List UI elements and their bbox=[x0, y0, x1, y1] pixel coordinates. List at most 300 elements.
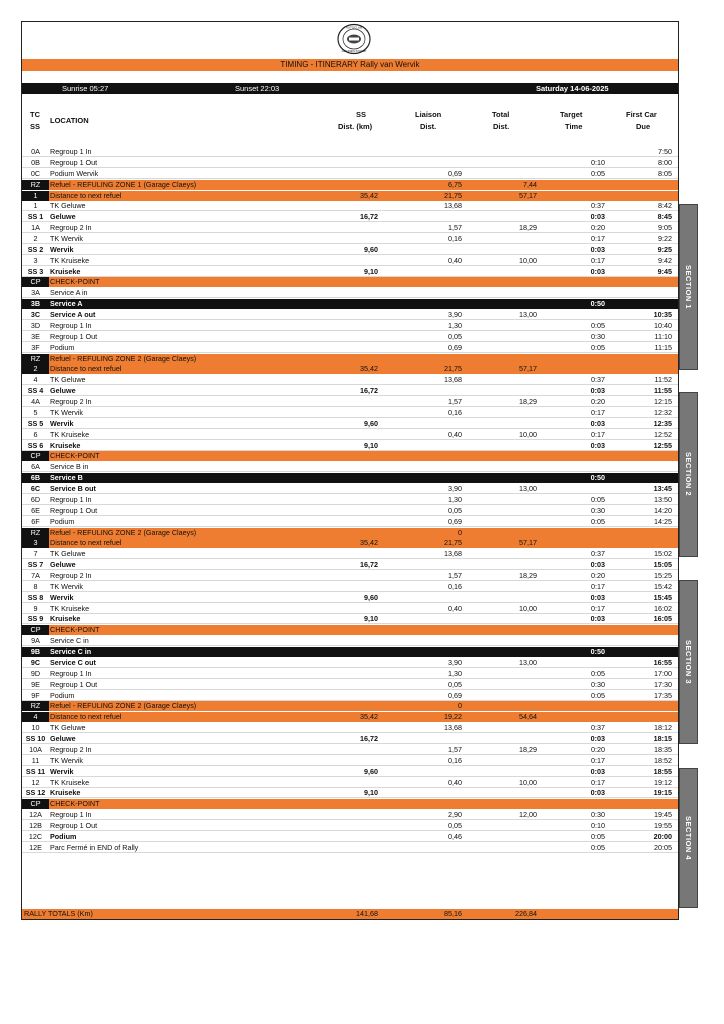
first-car-due-cell: 9:22 bbox=[658, 234, 672, 243]
total-dist-cell: 18,29 bbox=[519, 570, 537, 580]
tc-cell: SS 11 bbox=[25, 766, 46, 776]
ss-dist-cell: 9,60 bbox=[364, 766, 378, 776]
ss-dist-cell: 16,72 bbox=[360, 386, 378, 396]
liaison-cell: 13,68 bbox=[444, 375, 462, 385]
location-cell: Regroup 2 In bbox=[50, 570, 92, 580]
sunset-time: Sunset 22:03 bbox=[235, 84, 280, 93]
target-time-cell: 0:03 bbox=[590, 614, 605, 624]
ss-dist-cell: 9,10 bbox=[364, 440, 378, 450]
totals-ss: 141,68 bbox=[356, 909, 378, 918]
location-cell: Regroup 1 Out bbox=[50, 331, 98, 341]
refuel-row bbox=[22, 712, 678, 722]
location-cell: Regroup 1 Out bbox=[50, 679, 98, 689]
totals-label: RALLY TOTALS (Km) bbox=[24, 909, 93, 918]
table-row bbox=[22, 321, 678, 331]
liaison-cell: 0,05 bbox=[448, 679, 462, 689]
liaison-cell: 0,40 bbox=[448, 603, 462, 613]
location-cell: Geluwe bbox=[50, 212, 76, 222]
tc-cell: 9C bbox=[30, 657, 41, 667]
header-tc: TC bbox=[30, 110, 40, 119]
liaison-cell: 13,68 bbox=[444, 549, 462, 559]
tc-cell: 9 bbox=[33, 603, 38, 613]
tc-cell: 6B bbox=[30, 473, 41, 483]
total-dist-cell: 13,00 bbox=[519, 310, 537, 319]
table-row bbox=[22, 767, 678, 777]
table-row bbox=[22, 506, 678, 516]
location-cell: Wervik bbox=[50, 418, 74, 428]
section-3-tab: SECTION 3 bbox=[679, 580, 698, 744]
table-row bbox=[22, 234, 678, 244]
liaison-cell: 0,40 bbox=[448, 255, 462, 265]
first-car-due-cell: 14:25 bbox=[654, 516, 672, 526]
sunrise-time: Sunrise 05:27 bbox=[62, 84, 109, 93]
checkpoint-row bbox=[22, 799, 678, 809]
target-time-cell: 0:03 bbox=[590, 266, 605, 276]
target-time-cell: 0:03 bbox=[590, 766, 605, 776]
table-row bbox=[22, 484, 678, 494]
location-cell: Kruiseke bbox=[50, 266, 81, 276]
first-car-due-cell: 12:55 bbox=[653, 440, 672, 450]
tc-cell: 9F bbox=[31, 690, 40, 700]
header-liaison-1: Liaison bbox=[415, 110, 442, 119]
header-location: LOCATION bbox=[50, 116, 89, 125]
location-cell: TK Kruiseke bbox=[50, 777, 90, 787]
total-dist-cell: 10,00 bbox=[519, 603, 537, 613]
total-dist-cell: 18,29 bbox=[519, 223, 537, 233]
tc-cell: RZ bbox=[22, 528, 49, 538]
tc-cell: 2 bbox=[33, 234, 38, 243]
tc-cell: CP bbox=[22, 277, 49, 287]
liaison-cell: 0,16 bbox=[448, 407, 462, 417]
table-row bbox=[22, 745, 678, 755]
target-time-cell: 0:05 bbox=[591, 831, 605, 841]
service-row bbox=[22, 473, 678, 483]
first-car-due-cell: 11:55 bbox=[654, 386, 672, 396]
first-car-due-cell: 15:02 bbox=[654, 549, 672, 559]
total-dist-cell: 10,00 bbox=[519, 429, 537, 439]
target-time-cell: 0:37 bbox=[591, 375, 605, 385]
first-car-due-cell: 11:52 bbox=[654, 375, 672, 385]
liaison-cell: 3,90 bbox=[448, 310, 462, 319]
liaison-cell: 1,57 bbox=[448, 570, 462, 580]
target-time-cell: 0:30 bbox=[591, 505, 605, 515]
location-cell: TK Geluwe bbox=[50, 201, 86, 211]
first-car-due-cell: 9:45 bbox=[657, 266, 672, 276]
liaison-cell: 0,46 bbox=[448, 831, 462, 841]
table-row bbox=[22, 267, 678, 277]
total-dist-cell: 10,00 bbox=[519, 255, 537, 265]
target-time-cell: 0:05 bbox=[591, 668, 605, 678]
table-row bbox=[22, 245, 678, 255]
target-time-cell: 0:05 bbox=[591, 690, 605, 700]
tc-cell: SS 2 bbox=[27, 244, 44, 254]
first-car-due-cell: 16:02 bbox=[654, 603, 672, 613]
tc-cell: 10A bbox=[29, 744, 42, 754]
location-cell: Wervik bbox=[50, 592, 74, 602]
header-ss-dist-1: SS bbox=[356, 110, 367, 119]
location-cell: Geluwe bbox=[50, 734, 76, 743]
tc-cell: 12E bbox=[29, 842, 42, 852]
location-cell: TK Kruiseke bbox=[50, 603, 90, 613]
tc-cell: CP bbox=[22, 451, 49, 461]
location-cell: Distance to next refuel bbox=[50, 538, 122, 548]
refuel-row bbox=[22, 180, 678, 190]
ss-dist-cell: 9,60 bbox=[364, 418, 378, 428]
location-cell: Refuel - REFULING ZONE 2 (Garage Claeys) bbox=[50, 353, 197, 363]
liaison-cell: 3,90 bbox=[448, 484, 462, 493]
location-cell: Wervik bbox=[50, 244, 74, 254]
tc-cell: 12C bbox=[28, 831, 43, 841]
location-cell: TK Wervik bbox=[50, 407, 84, 417]
table-row bbox=[22, 517, 678, 527]
location-cell: TK Kruiseke bbox=[50, 255, 90, 265]
target-time-cell: 0:50 bbox=[590, 473, 605, 483]
target-time-cell: 0:50 bbox=[590, 299, 605, 309]
table-row bbox=[22, 419, 678, 429]
location-cell: CHECK-POINT bbox=[50, 799, 100, 809]
first-car-due-cell: 9:42 bbox=[658, 255, 672, 265]
header-ss-dist-2: Dist. (km) bbox=[338, 122, 373, 131]
location-cell: Refuel - REFULING ZONE 2 (Garage Claeys) bbox=[50, 701, 197, 711]
svg-text:AUTOCLUB: AUTOCLUB bbox=[345, 25, 363, 30]
tc-cell: RZ bbox=[22, 180, 49, 190]
tc-cell: 6F bbox=[31, 516, 40, 526]
location-cell: TK Wervik bbox=[50, 755, 84, 765]
ss-dist-cell: 16,72 bbox=[360, 560, 378, 570]
table-row bbox=[22, 256, 678, 266]
rally-date: Saturday 14-06-2025 bbox=[536, 84, 609, 93]
table-row bbox=[22, 441, 678, 451]
tc-cell: 6 bbox=[33, 429, 38, 439]
liaison-cell: 1,57 bbox=[448, 223, 462, 233]
location-cell: TK Wervik bbox=[50, 581, 84, 591]
first-car-due-cell: 15:05 bbox=[653, 560, 672, 570]
tc-cell: 0B bbox=[31, 157, 40, 167]
total-dist-cell: 13,00 bbox=[519, 657, 537, 667]
first-car-due-cell: 19:45 bbox=[654, 810, 672, 820]
section-2-tab: SECTION 2 bbox=[679, 392, 698, 557]
table-row bbox=[22, 810, 678, 820]
rally-totals-row bbox=[22, 909, 678, 919]
target-time-cell: 0:17 bbox=[591, 581, 605, 591]
table-row bbox=[22, 571, 678, 581]
target-time-cell: 0:30 bbox=[591, 810, 605, 820]
location-cell: CHECK-POINT bbox=[50, 451, 100, 461]
target-time-cell: 0:05 bbox=[591, 516, 605, 526]
total-dist-cell: 12,00 bbox=[519, 810, 537, 820]
table-row bbox=[22, 691, 678, 701]
location-cell: Service A out bbox=[50, 310, 96, 319]
table-row bbox=[22, 604, 678, 614]
target-time-cell: 0:20 bbox=[591, 223, 605, 233]
first-car-due-cell: 17:00 bbox=[654, 668, 672, 678]
location-cell: CHECK-POINT bbox=[50, 277, 100, 287]
target-time-cell: 0:17 bbox=[591, 234, 605, 243]
ss-dist-cell: 9,10 bbox=[364, 614, 378, 624]
refuel-row bbox=[22, 191, 678, 201]
table-row bbox=[22, 386, 678, 396]
liaison-cell: 1,57 bbox=[448, 744, 462, 754]
table-row bbox=[22, 343, 678, 353]
ss-dist-cell: 16,72 bbox=[360, 212, 378, 222]
table-row bbox=[22, 332, 678, 342]
refuel-row bbox=[22, 538, 678, 548]
tc-cell: 6C bbox=[30, 484, 41, 493]
liaison-cell: 21,75 bbox=[444, 190, 462, 200]
first-car-due-cell: 12:32 bbox=[654, 407, 672, 417]
tc-cell: 0C bbox=[30, 168, 41, 178]
liaison-cell: 0,05 bbox=[448, 331, 462, 341]
total-dist-cell: 18,29 bbox=[519, 397, 537, 406]
tc-cell: 4 bbox=[22, 712, 49, 722]
location-cell: Regroup 1 In bbox=[50, 147, 92, 156]
tc-cell: 6A bbox=[31, 462, 40, 472]
first-car-due-cell: 18:12 bbox=[654, 723, 672, 733]
liaison-cell: 6,75 bbox=[448, 179, 462, 189]
liaison-cell: 3,90 bbox=[448, 657, 462, 667]
header-first-car-1: First Car bbox=[626, 110, 657, 119]
location-cell: Regroup 1 In bbox=[50, 494, 92, 504]
service-row bbox=[22, 647, 678, 657]
target-time-cell: 0:20 bbox=[591, 570, 605, 580]
target-time-cell: 0:05 bbox=[591, 842, 605, 852]
refuel-row bbox=[22, 364, 678, 374]
first-car-due-cell: 15:45 bbox=[653, 592, 672, 602]
target-time-cell: 0:17 bbox=[591, 407, 605, 417]
tc-cell: 4 bbox=[33, 375, 38, 385]
location-cell: Regroup 2 In bbox=[50, 397, 92, 406]
location-cell: Geluwe bbox=[50, 560, 76, 570]
target-time-cell: 0:20 bbox=[591, 744, 605, 754]
first-car-due-cell: 17:35 bbox=[654, 690, 672, 700]
tc-cell: 3D bbox=[30, 320, 41, 330]
sun-date-bar bbox=[22, 83, 678, 94]
location-cell: Service B out bbox=[50, 484, 96, 493]
liaison-cell: 0,69 bbox=[448, 342, 462, 352]
liaison-cell: 13,68 bbox=[444, 723, 462, 733]
ss-dist-cell: 9,10 bbox=[364, 788, 378, 798]
target-time-cell: 0:17 bbox=[591, 777, 605, 787]
table-row bbox=[22, 158, 678, 168]
tc-cell: 7A bbox=[31, 570, 40, 580]
first-car-due-cell: 12:35 bbox=[653, 418, 672, 428]
first-car-due-cell: 20:00 bbox=[653, 831, 672, 841]
location-cell: Service A bbox=[50, 299, 83, 309]
liaison-cell: 1,30 bbox=[448, 494, 462, 504]
tc-cell: SS 8 bbox=[27, 592, 44, 602]
total-dist-cell: 10,00 bbox=[519, 777, 537, 787]
location-cell: Kruiseke bbox=[50, 440, 81, 450]
tc-cell: SS 10 bbox=[25, 734, 46, 743]
location-cell: Regroup 2 In bbox=[50, 744, 92, 754]
tc-cell: 1 bbox=[33, 201, 38, 211]
liaison-cell: 0 bbox=[458, 527, 462, 537]
first-car-due-cell: 19:12 bbox=[654, 777, 672, 787]
location-cell: TK Kruiseke bbox=[50, 429, 90, 439]
total-dist-cell: 13,00 bbox=[519, 484, 537, 493]
tc-cell: 9A bbox=[31, 636, 40, 646]
totals-liaison: 85,16 bbox=[444, 909, 462, 918]
ss-dist-cell: 9,10 bbox=[364, 266, 378, 276]
ss-dist-cell: 35,42 bbox=[360, 538, 378, 548]
tc-cell: 9E bbox=[31, 679, 40, 689]
target-time-cell: 0:17 bbox=[591, 603, 605, 613]
tc-cell: 3F bbox=[31, 342, 40, 352]
tc-cell: 6D bbox=[30, 494, 41, 504]
table-row bbox=[22, 147, 678, 157]
table-row bbox=[22, 549, 678, 559]
location-cell: Podium bbox=[50, 516, 75, 526]
total-dist-cell: 57,17 bbox=[519, 538, 537, 548]
liaison-cell: 21,75 bbox=[444, 538, 462, 548]
table-row bbox=[22, 658, 678, 668]
first-car-due-cell: 10:35 bbox=[653, 310, 672, 319]
tc-cell: 2 bbox=[22, 364, 49, 374]
location-cell: Podium Wervik bbox=[50, 168, 99, 178]
liaison-cell: 1,57 bbox=[448, 397, 462, 406]
tc-cell: 3 bbox=[22, 538, 49, 548]
location-cell: Distance to next refuel bbox=[50, 364, 122, 374]
tc-cell: 12A bbox=[29, 810, 42, 820]
location-cell: Regroup 1 Out bbox=[50, 157, 98, 167]
tc-cell: SS 12 bbox=[25, 788, 46, 798]
location-cell: Kruiseke bbox=[50, 788, 81, 798]
tc-cell: 0A bbox=[31, 147, 40, 156]
location-cell: Regroup 1 In bbox=[50, 668, 92, 678]
table-row bbox=[22, 169, 678, 179]
target-time-cell: 0:03 bbox=[590, 788, 605, 798]
tc-cell: 12B bbox=[29, 820, 42, 830]
table-row bbox=[22, 582, 678, 592]
target-time-cell: 0:03 bbox=[590, 734, 605, 743]
header-target-1: Target bbox=[560, 110, 583, 119]
ss-dist-cell: 35,42 bbox=[360, 190, 378, 200]
liaison-cell: 21,75 bbox=[444, 364, 462, 374]
location-cell: Regroup 1 Out bbox=[50, 505, 98, 515]
table-row bbox=[22, 821, 678, 831]
tc-cell: 1A bbox=[31, 223, 40, 233]
liaison-cell: 0,16 bbox=[448, 234, 462, 243]
table-row bbox=[22, 614, 678, 624]
target-time-cell: 0:05 bbox=[591, 320, 605, 330]
location-cell: Wervik bbox=[50, 766, 74, 776]
target-time-cell: 0:20 bbox=[591, 397, 605, 406]
target-time-cell: 0:03 bbox=[590, 212, 605, 222]
ss-dist-cell: 35,42 bbox=[360, 364, 378, 374]
tc-cell: 3C bbox=[30, 310, 41, 319]
target-time-cell: 0:03 bbox=[590, 592, 605, 602]
location-cell: Service B bbox=[50, 473, 83, 483]
first-car-due-cell: 17:30 bbox=[654, 679, 672, 689]
target-time-cell: 0:30 bbox=[591, 331, 605, 341]
table-row bbox=[22, 669, 678, 679]
tc-cell: 10 bbox=[31, 723, 40, 733]
location-cell: CHECK-POINT bbox=[50, 625, 100, 635]
tc-cell: SS 1 bbox=[27, 212, 44, 222]
tc-cell: 5 bbox=[33, 407, 38, 417]
target-time-cell: 0:03 bbox=[590, 440, 605, 450]
location-cell: Geluwe bbox=[50, 386, 76, 396]
refuel-row bbox=[22, 701, 678, 711]
location-cell: Regroup 1 In bbox=[50, 810, 92, 820]
location-cell: Service A in bbox=[50, 288, 88, 298]
tc-cell: 12 bbox=[31, 777, 40, 787]
checkpoint-row bbox=[22, 277, 678, 287]
target-time-cell: 0:17 bbox=[591, 429, 605, 439]
target-time-cell: 0:37 bbox=[591, 201, 605, 211]
target-time-cell: 0:03 bbox=[590, 418, 605, 428]
header-total-1: Total bbox=[492, 110, 510, 119]
location-cell: Regroup 1 Out bbox=[50, 820, 98, 830]
service-row bbox=[22, 299, 678, 309]
location-cell: Regroup 1 In bbox=[50, 320, 92, 330]
table-row bbox=[22, 843, 678, 853]
refuel-row bbox=[22, 528, 678, 538]
table-row bbox=[22, 680, 678, 690]
tc-cell: 3E bbox=[31, 331, 40, 341]
liaison-cell: 0,16 bbox=[448, 755, 462, 765]
first-car-due-cell: 12:15 bbox=[654, 397, 672, 406]
total-dist-cell: 18,29 bbox=[519, 744, 537, 754]
header-first-car-2: Due bbox=[636, 122, 651, 131]
target-time-cell: 0:37 bbox=[591, 723, 605, 733]
table-row bbox=[22, 408, 678, 418]
section-4-tab: SECTION 4 bbox=[679, 768, 698, 908]
first-car-due-cell: 8:00 bbox=[658, 157, 672, 167]
table-row bbox=[22, 832, 678, 842]
section-1-tab: SECTION 1 bbox=[679, 204, 698, 370]
location-cell: Service C in bbox=[50, 647, 92, 656]
target-time-cell: 0:05 bbox=[591, 494, 605, 504]
first-car-due-cell: 16:55 bbox=[653, 657, 672, 667]
liaison-cell: 0,05 bbox=[448, 505, 462, 515]
tc-cell: 8 bbox=[33, 581, 38, 591]
first-car-due-cell: 14:20 bbox=[654, 505, 672, 515]
location-cell: Podium bbox=[50, 342, 75, 352]
total-dist-cell: 57,17 bbox=[519, 364, 537, 374]
total-dist-cell: 57,17 bbox=[519, 190, 537, 200]
target-time-cell: 0:17 bbox=[591, 755, 605, 765]
tc-cell: 7 bbox=[33, 549, 38, 559]
target-time-cell: 0:03 bbox=[590, 560, 605, 570]
liaison-cell: 0,69 bbox=[448, 168, 462, 178]
table-row bbox=[22, 734, 678, 744]
target-time-cell: 0:50 bbox=[590, 647, 605, 656]
first-car-due-cell: 19:15 bbox=[653, 788, 672, 798]
tc-cell: SS 3 bbox=[27, 266, 44, 276]
liaison-cell: 2,90 bbox=[448, 810, 462, 820]
target-time-cell: 0:03 bbox=[590, 244, 605, 254]
tc-cell: RZ bbox=[22, 701, 49, 711]
first-car-due-cell: 20:05 bbox=[654, 842, 672, 852]
first-car-due-cell: 18:52 bbox=[654, 755, 672, 765]
first-car-due-cell: 18:35 bbox=[654, 744, 672, 754]
table-row bbox=[22, 462, 678, 472]
table-row bbox=[22, 430, 678, 440]
target-time-cell: 0:05 bbox=[591, 168, 605, 178]
autoclub-seal-logo bbox=[335, 23, 373, 55]
header-total-2: Dist. bbox=[493, 122, 510, 131]
ss-dist-cell: 9,60 bbox=[364, 244, 378, 254]
location-cell: Podium bbox=[50, 690, 75, 700]
first-car-due-cell: 10:40 bbox=[654, 320, 672, 330]
checkpoint-row bbox=[22, 625, 678, 635]
first-car-due-cell: 18:55 bbox=[653, 766, 672, 776]
table-row bbox=[22, 778, 678, 788]
header-liaison-2: Dist. bbox=[420, 122, 437, 131]
tc-cell: 3 bbox=[33, 255, 38, 265]
document-title: TIMING - ITINERARY Rally van Wervik bbox=[22, 59, 678, 71]
